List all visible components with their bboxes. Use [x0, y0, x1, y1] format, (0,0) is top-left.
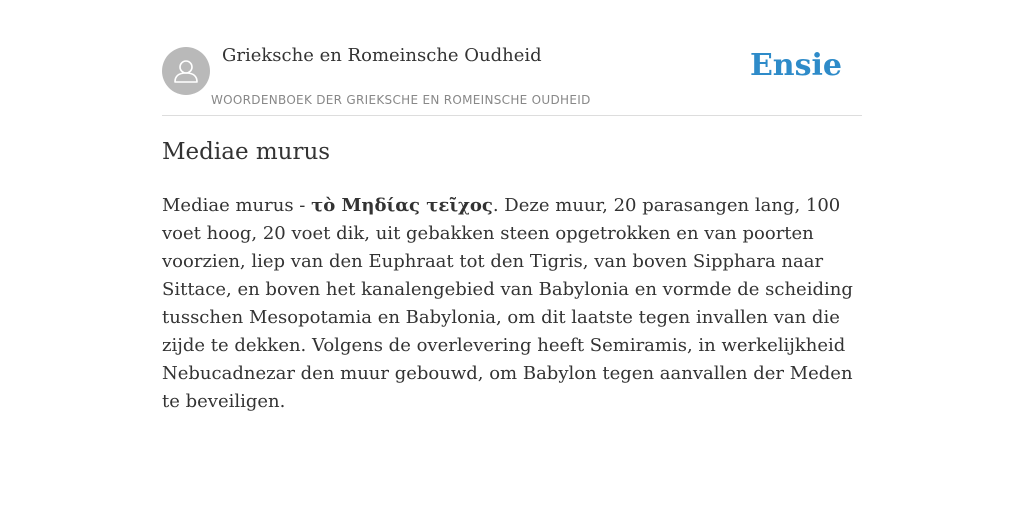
entry-greek-term: τὸ Μηδίας τεῖχος: [311, 195, 493, 216]
header: [162, 0, 862, 116]
source-subtitle: WOORDENBOEK DER GRIEKSCHE EN ROMEINSCHE OUDHEID: [211, 93, 591, 107]
avatar[interactable]: [162, 47, 210, 95]
page: [162, 0, 862, 512]
entry-title: Mediae murus: [162, 139, 331, 165]
entry-body: [162, 192, 862, 416]
entry-lead: Mediae murus -: [162, 195, 312, 216]
user-icon: [162, 47, 210, 95]
source-title[interactable]: Grieksche en Romeinsche Oudheid: [222, 45, 542, 66]
entry-text: . Deze muur, 20 parasangen lang, 100 voet hoog, 20 voet dik, uit gebakken steen opgetrokken en van poorten voorzien, liep van den Euphraat tot den Tigris, van boven Sipphara naar Sittace, en boven het kanalengebied van Babylonia en vormde de scheiding tusschen Mesopotamia en Babylonia, om dit laatste tegen invallen van die zijde te dekken. Volgens de overlevering heeft Semiramis, in werkelijkheid Nebucadnezar den muur gebouwd, om Babylon tegen aanvallen der Meden te beveiligen.: [162, 195, 853, 412]
ensie-logo[interactable]: Ensie: [749, 48, 842, 83]
